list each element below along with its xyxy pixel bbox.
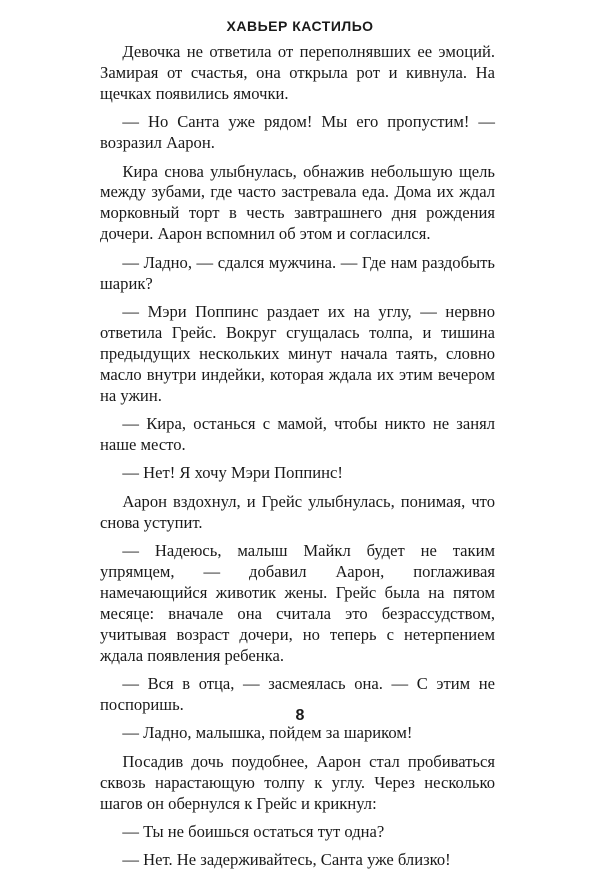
paragraph: — Надеюсь, малыш Майкл будет не таким упрямцем, — добавил Аарон, поглаживая намечающийся животик жены. Грейс была на пятом месяце: вначале она считала это безрассудством, учитывая возраст дочери, но теперь с нетерпением ждала появления ребенка. xyxy=(100,541,495,665)
paragraph: — Мэри Поппинс раздает их на углу, — нервно ответила Грейс. Вокруг сгущалась толпа, и тишина предыдущих нескольких минут начала таять, словно масло внутри индейки, которая ждала их этим вечером на ужин. xyxy=(100,301,495,405)
paragraph: — Нет! Я хочу Мэри Поппинс! xyxy=(122,463,343,483)
paragraph: Посадив дочь поудобнее, Аарон стал пробиваться сквозь нарастающую толпу к углу. Через несколько шагов он обернулся к Грейс и крикнул: xyxy=(100,751,495,813)
running-header: ХАВЬЕР КАСТИЛЬО xyxy=(226,18,374,34)
paragraph: — Нет. Не задерживайтесь, Санта уже близко! xyxy=(122,850,451,870)
paragraph: Аарон вздохнул, и Грейс улыбнулась, понимая, что снова уступит. xyxy=(100,491,495,532)
paragraph: — Ты не боишься остаться тут одна? xyxy=(122,821,385,841)
body-text xyxy=(100,42,495,879)
paragraph: Девочка не ответила от переполнявших ее эмоций. Замирая от счастья, она открыла рот и кивнула. На щечках появились ямочки. xyxy=(100,42,495,103)
paragraph: Кира снова улыбнулась, обнажив небольшую щель между зубами, где часто застревала еда. Дома их ждал морковный торт в честь завтрашнего дня рождения дочери. Аарон вспомнил об этом и согласился. xyxy=(100,161,495,244)
paragraph: — Вся в отца, — засмеялась она. — С этим не поспоришь. xyxy=(100,673,495,714)
paragraph: — Кира, останься с мамой, чтобы никто не занял наше место. xyxy=(100,414,495,454)
page-number: 8 xyxy=(295,707,305,724)
paragraph: — Ладно, малышка, пойдем за шариком! xyxy=(122,723,413,743)
paragraph: — Но Санта уже рядом! Мы его пропустим! — возразил Аарон. xyxy=(100,112,495,153)
paragraph: — Ладно, — сдался мужчина. — Где нам раздобыть шарик? xyxy=(100,252,495,293)
